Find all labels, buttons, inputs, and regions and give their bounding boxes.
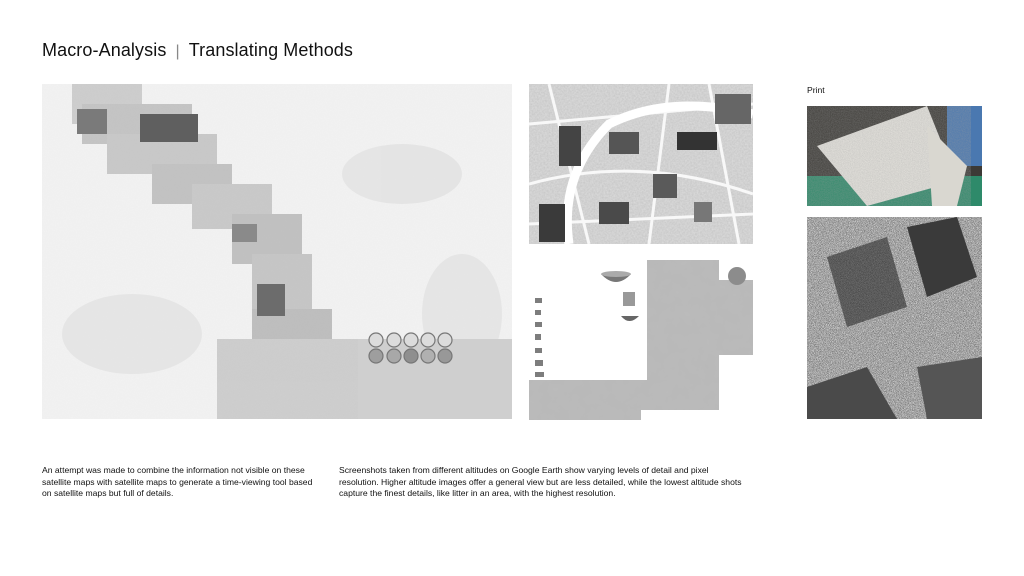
topographic-collage xyxy=(529,260,753,420)
title-separator: | xyxy=(175,43,180,60)
caption-left: An attempt was made to combine the information not visible on these satellite maps with satellite maps to generate a time-viewing tool based on satellite maps but full of details. xyxy=(42,465,313,498)
page-title xyxy=(42,40,353,61)
print-photo xyxy=(807,106,982,206)
print-label: Print xyxy=(807,85,825,95)
caption-right: Screenshots taken from different altitudes on Google Earth show varying levels of detail and pixel resolution. Higher altitude images offer a general view but are less detailed, while the lowest altitude shots capture the finest details, like litter in an area, with the highest resolution. xyxy=(339,465,742,498)
title-translating-methods: Translating Methods xyxy=(188,40,354,60)
satellite-collage-map xyxy=(42,84,512,419)
print-collage xyxy=(807,217,982,419)
title-macro-analysis: Macro-Analysis xyxy=(42,40,167,60)
street-map-collage xyxy=(529,84,753,244)
